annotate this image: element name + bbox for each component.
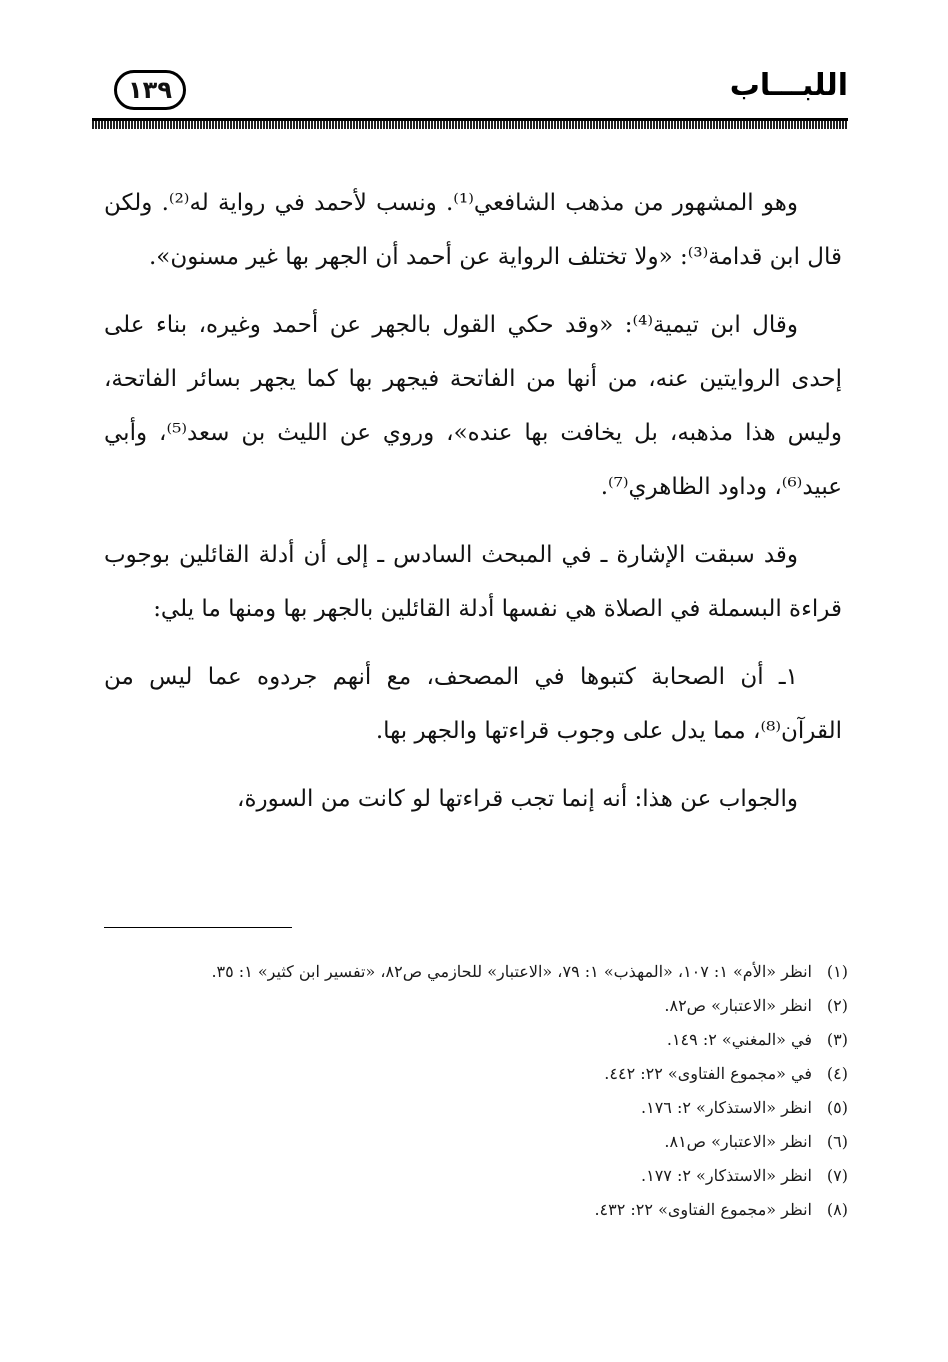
footnote-item — [104, 1128, 848, 1155]
page-number-badge: ١٣٩ — [114, 70, 186, 110]
footnote-text: انظر «الاعتبار» ص٨١. — [664, 1132, 812, 1151]
footnote-text: انظر «الأم» ١: ١٠٧، «المهذب» ١: ٧٩، «الاعتبار» للحازمي ص٨٢، «تفسير ابن كثير» ١: ٣٥. — [211, 962, 812, 981]
page-header — [96, 62, 848, 120]
footnote-number: (٥) — [826, 1098, 848, 1117]
header-divider — [92, 118, 848, 129]
footnote-item — [104, 1196, 848, 1223]
footnote-item — [104, 1162, 848, 1189]
book-title: اللبـــاب — [729, 68, 848, 103]
footnote-number: (٣) — [826, 1030, 848, 1049]
footnote-text: في «المغني» ٢: ١٤٩. — [666, 1030, 812, 1049]
footnotes — [104, 958, 848, 1230]
footnote-number: (٧) — [826, 1166, 848, 1185]
footnote-item — [104, 1094, 848, 1121]
footnote-text: انظر «الاستذكار» ٢: ١٧٦. — [641, 1098, 812, 1117]
footnote-number: (٦) — [826, 1132, 848, 1151]
footnote-number: (٢) — [826, 996, 848, 1015]
paragraph: ١ـ أن الصحابة كتبوها في المصحف، مع أنهم جردوه عما ليس من القرآن⁽⁸⁾، مما يدل على وجوب قراءتها والجهر بها. — [104, 664, 842, 744]
paragraph: وهو المشهور من مذهب الشافعي⁽¹⁾. ونسب لأحمد في رواية له⁽²⁾. ولكن قال ابن قدامة⁽³⁾: «ولا تختلف الرواية عن أحمد أن الجهر بها غير مسنون». — [104, 190, 842, 270]
footnote-text: انظر «مجموع الفتاوى» ٢٢: ٤٣٢. — [594, 1200, 812, 1219]
footnote-text: انظر «الاستذكار» ٢: ١٧٧. — [641, 1166, 812, 1185]
footnote-number: (١) — [826, 962, 848, 981]
footnote-item — [104, 1060, 848, 1087]
footnote-text: انظر «الاعتبار» ص٨٢. — [664, 996, 812, 1015]
footnote-item — [104, 1026, 848, 1053]
footnote-item — [104, 958, 848, 985]
footnote-separator — [104, 927, 292, 928]
paragraph: وقد سبقت الإشارة ـ في المبحث السادس ـ إلى أن أدلة القائلين بوجوب قراءة البسملة في الصلاة هي نفسها أدلة القائلين بالجهر بها ومنها ما يلي: — [104, 542, 842, 622]
main-text — [104, 176, 842, 826]
footnote-text: في «مجموع الفتاوى» ٢٢: ٤٤٢. — [604, 1064, 812, 1083]
paragraph: والجواب عن هذا: أنه إنما تجب قراءتها لو كانت من السورة، — [237, 786, 798, 812]
footnote-number: (٤) — [826, 1064, 848, 1083]
paragraph: وقال ابن تيمية⁽⁴⁾: «وقد حكي القول بالجهر عن أحمد وغيره، بناء على إحدى الروايتين عنه، من أنها من الفاتحة فيجهر بها كما يجهر بسائر الفاتحة، وليس هذا مذهبه، بل يخافت بها عنده»، وروي عن الليث بن سعد⁽⁵⁾، وأبي عبيد⁽⁶⁾، وداود الظاهري⁽⁷⁾. — [104, 312, 842, 500]
footnote-item — [104, 992, 848, 1019]
footnote-number: (٨) — [826, 1200, 848, 1219]
